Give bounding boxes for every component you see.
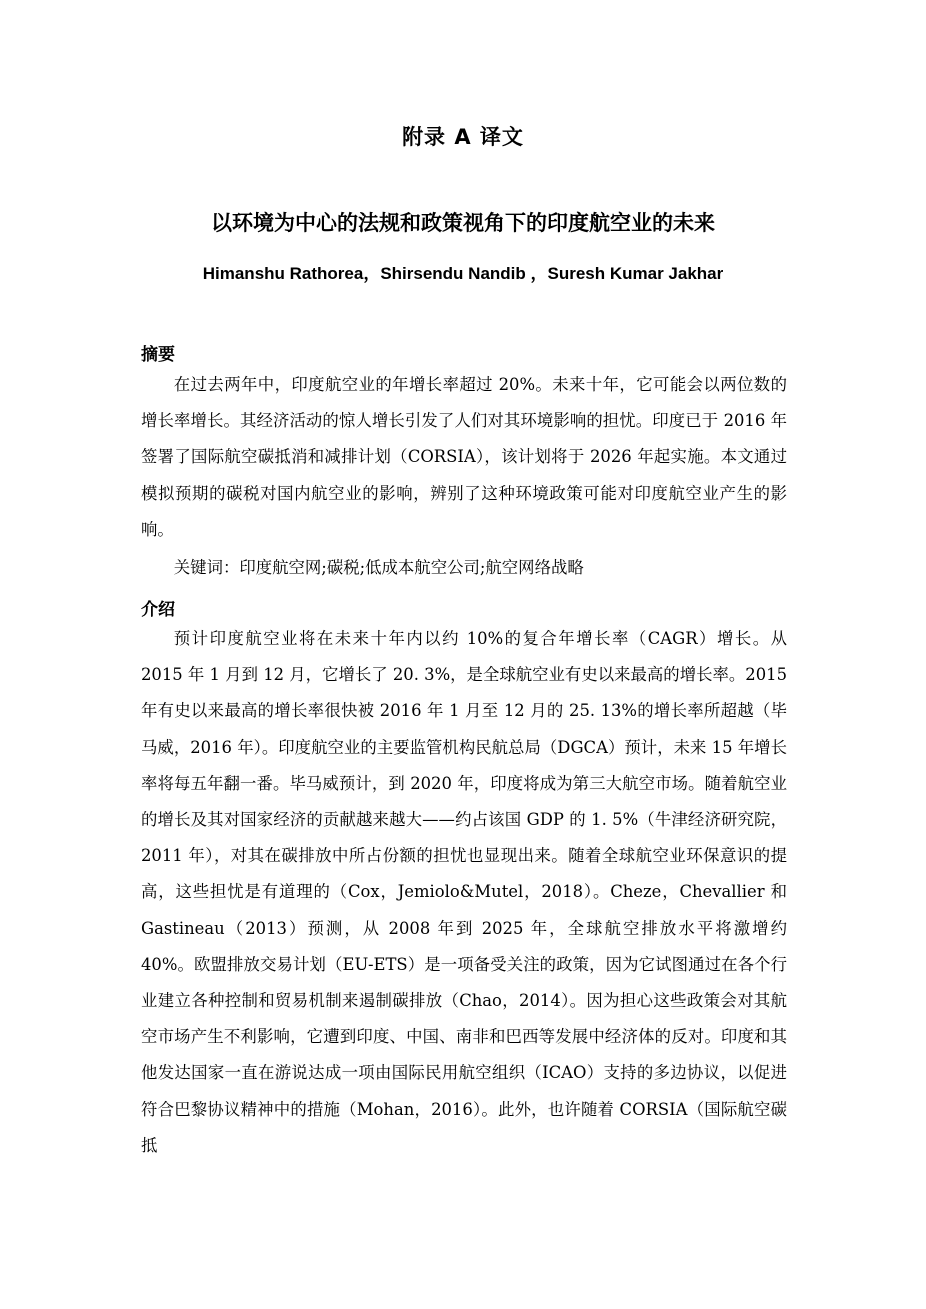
abstract-heading: 摘要 — [141, 345, 175, 365]
author-list: Himanshu Rathorea，Shirsendu Nandib ，Suresh Kumar Jakhar — [202, 264, 724, 283]
keywords-line: 关键词：印度航空网;碳税;低成本航空公司;航空网络战略 — [173, 558, 584, 577]
appendix-title: 附录 A 译文 — [402, 125, 524, 149]
introduction-heading: 介绍 — [141, 600, 175, 620]
introduction-paragraph: 预计印度航空业将在未来十年内以约 10%的复合年增长率（CAGR）增长。从 2015 年 1 月到 12 月，它增长了 20. 3%，是全球航空业有史以来最高的增长率。2015 年有史以来最高的增长率很快被 2016 年 1 月至 12 月的 25. 13%的增长率所超越（毕马威，2016 年）。印度航空业的主要监管机构民航总局（DGCA）预计，未来 15 年增长率将每五年翻一番。毕马威预计，到 2020 年，印度将成为第三大航空市场。随着航空业的增长及其对国家经济的贡献越来越大——约占该国 GDP 的 1. 5%（牛津经济研究院，2011 年），对其在碳排放中所占份额的担忧也显现出来。随着全球航空业环保意识的提高，这些担忧是有道理的（Cox，Jemiolo&Mutel，2018）。Cheze，Chevallier 和 Gastineau（2013）预测，从 2008 年到 2025 年，全球航空排放水平将激增约 40%。欧盟排放交易计划（EU-ETS）是一项备受关注的政策，因为它试图通过在各个行业建立各种控制和贸易机制来遏制碳排放（Chao，2014）。因为担心这些政策会对其航空市场产生不利影响，它遭到印度、中国、南非和巴西等发展中经济体的反对。印度和其他发达国家一直在游说达成一项由国际民用航空组织（ICAO）支持的多边协议，以促进符合巴黎协议精神中的措施（Mohan，2016）。此外，也许随着 CORSIA（国际航空碳抵 — [141, 629, 787, 1155]
paper-title: 以环境为中心的法规和政策视角下的印度航空业的未来 — [211, 211, 715, 235]
abstract-paragraph: 在过去两年中，印度航空业的年增长率超过 20%。未来十年，它可能会以两位数的增长率增长。其经济活动的惊人增长引发了人们对其环境影响的担忧。印度已于 2016 年签署了国际航空碳抵消和减排计划（CORSIA），该计划将于 2026 年起实施。本文通过模拟预期的碳税对国内航空业的影响，辨别了这种环境政策可能对印度航空业产生的影响。 — [141, 375, 787, 539]
